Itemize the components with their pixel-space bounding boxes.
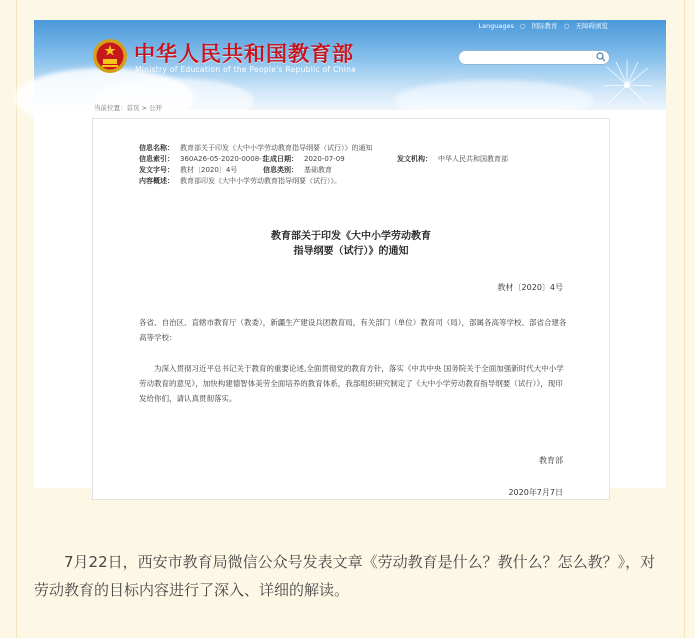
- meta-label: 发文字号：: [139, 166, 174, 174]
- accessibility-link[interactable]: 无障碍浏览: [575, 22, 608, 30]
- webpage-screenshot: [34, 20, 666, 497]
- meta-value: 教育部印发《大中小学劳动教育指导纲要（试行）》。: [180, 177, 341, 185]
- meta-row: [139, 165, 559, 176]
- meta-value: 2020-07-09: [304, 155, 345, 163]
- document-title-line: 教育部关于印发《大中小学劳动教育: [271, 231, 431, 242]
- meta-label: 内容概述：: [139, 177, 174, 185]
- meta-label: 发文机构：: [397, 155, 432, 163]
- meta-label: 生成日期：: [263, 155, 298, 163]
- meta-row: [139, 176, 559, 187]
- document-metadata: [139, 143, 559, 187]
- document-number: 教材〔2020〕4号: [497, 283, 563, 292]
- meta-value: 中华人民共和国教育部: [438, 155, 508, 163]
- international-link[interactable]: 国际教育: [531, 22, 558, 30]
- meta-row: [139, 143, 559, 154]
- breadcrumb[interactable]: 当前位置：首页 > 公开: [94, 104, 163, 112]
- meta-value: 教材〔2020〕4号: [180, 166, 238, 174]
- languages-link[interactable]: Languages: [478, 22, 514, 30]
- separator-icon: ○: [519, 22, 526, 30]
- document-panel: [92, 118, 610, 500]
- meta-label: 信息类别：: [263, 166, 298, 174]
- top-links: [474, 21, 608, 30]
- document-salutation: 各省、自治区、直辖市教育厅（教委），新疆生产建设兵团教育局，有关部门（单位）教育司（局），部属各高等学校、部省合建各高等学校：: [139, 318, 567, 342]
- site-subtitle: Ministry of Education of the People's Republic of China: [135, 65, 357, 74]
- signature-org: 教育部: [539, 456, 563, 465]
- meta-value: 360A26-05-2020-0008-1: [180, 155, 267, 163]
- article-paragraph: 7月22日，西安市教育局微信公众号发表文章《劳动教育是什么？教什么？怎么教？》，对劳动教育的目标内容进行了深入、详细的解读。: [34, 553, 656, 599]
- signature-date: 2020年7月7日: [508, 488, 563, 497]
- document-title: [93, 229, 609, 259]
- national-emblem-icon: [92, 38, 128, 74]
- document-title-line: 指导纲要（试行）》的通知: [293, 246, 409, 257]
- site-banner: [34, 20, 666, 110]
- dandelion-decoration-icon: [598, 56, 656, 114]
- meta-label: 信息索引：: [139, 155, 174, 163]
- meta-label: 信息名称：: [139, 144, 174, 152]
- cloud-decoration: [394, 80, 594, 120]
- search-input[interactable]: [458, 50, 610, 65]
- meta-value: 基础教育: [304, 166, 332, 174]
- meta-value: 教育部关于印发《大中小学劳动教育指导纲要（试行）》的通知: [180, 144, 373, 152]
- right-border: [684, 0, 685, 638]
- site-title: 中华人民共和国教育部: [134, 41, 354, 66]
- separator-icon: ○: [563, 22, 570, 30]
- document-body: 为深入贯彻习近平总书记关于教育的重要论述,全面贯彻党的教育方针，落实《中共中央 国务院关于全面加强新时代大中小学劳动教育的意见》，加快构建德智体美劳全面培养的教育体系，我部组织研究制定了《大中小学劳动教育指导纲要（试行）》，现印发给你们，请认真贯彻落实。: [139, 364, 564, 403]
- meta-row: [139, 154, 559, 165]
